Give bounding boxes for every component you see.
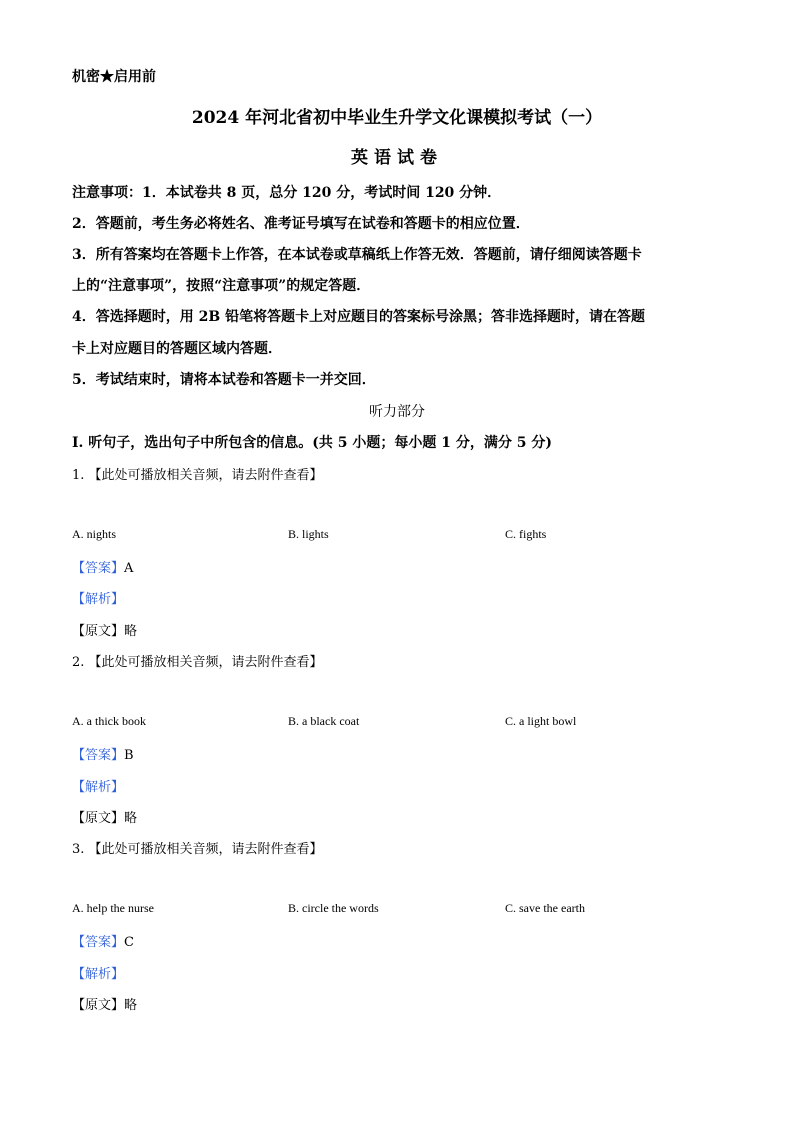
option-c: C. fights — [505, 527, 547, 541]
note-line-2: 2．答题前，考生务必将姓名、准考证号填写在试卷和答题卡的相应位置． — [72, 216, 530, 232]
option-a: A. a thick book — [72, 714, 146, 728]
analysis-tag: 【解析】 — [72, 780, 125, 795]
option-b: B. a black coat — [288, 714, 360, 728]
question-stem: 2. 【此处可播放相关音频，请去附件查看】 — [72, 655, 323, 670]
note-line-1: 注意事项：1．本试卷共 8 页，总分 120 分，考试时间 120 分钟． — [72, 185, 502, 201]
section-title: 听力部分 — [369, 404, 425, 420]
note-line-4: 上的“注意事项”，按照“注意事项”的规定答题． — [72, 278, 371, 294]
original-value: 略 — [124, 811, 138, 826]
original-line — [72, 807, 137, 826]
option-b: B. circle the words — [288, 901, 379, 915]
answer-value: B — [124, 748, 134, 763]
answer-value: A — [124, 561, 134, 576]
secret-label: 机密★启用前 — [72, 69, 156, 85]
original-line — [72, 994, 137, 1013]
part-heading: I. 听句子，选出句子中所包含的信息。(共 5 小题；每小题 1 分，满分 5 分) — [72, 435, 553, 451]
exam-title: 2024 年河北省初中毕业生升学文化课模拟考试（一） — [191, 108, 603, 128]
answer-line — [72, 744, 134, 763]
original-value: 略 — [124, 998, 138, 1013]
original-tag: 【原文】 — [72, 998, 125, 1013]
option-c: C. a light bowl — [505, 714, 577, 728]
note-line-6: 卡上对应题目的答题区域内答题． — [72, 341, 282, 357]
option-b: B. lights — [288, 527, 329, 541]
answer-tag: 【答案】 — [72, 935, 125, 950]
answer-tag: 【答案】 — [72, 561, 125, 576]
note-line-5: 4．答选择题时，用 2B 铅笔将答题卡上对应题目的答案标号涂黑；答非选择题时，请在答题 — [72, 309, 646, 325]
question-stem: 1. 【此处可播放相关音频，请去附件查看】 — [72, 468, 323, 483]
option-a: A. help the nurse — [72, 901, 154, 915]
original-line — [72, 620, 137, 639]
answer-line — [72, 931, 134, 950]
exam-subtitle: 英语试卷 — [351, 148, 443, 168]
original-tag: 【原文】 — [72, 624, 125, 639]
question-stem: 3. 【此处可播放相关音频，请去附件查看】 — [72, 842, 323, 857]
answer-value: C — [124, 935, 134, 950]
answer-tag: 【答案】 — [72, 748, 125, 763]
analysis-tag: 【解析】 — [72, 967, 125, 982]
option-a: A. nights — [72, 527, 117, 541]
option-c: C. save the earth — [505, 901, 585, 915]
analysis-tag: 【解析】 — [72, 592, 125, 607]
answer-line — [72, 557, 133, 576]
original-value: 略 — [124, 624, 138, 639]
original-tag: 【原文】 — [72, 811, 125, 826]
note-line-3: 3．所有答案均在答题卡上作答，在本试卷或草稿纸上作答无效．答题前，请仔细阅读答题卡 — [72, 247, 642, 263]
note-line-7: 5．考试结束时，请将本试卷和答题卡一并交回． — [72, 372, 376, 388]
